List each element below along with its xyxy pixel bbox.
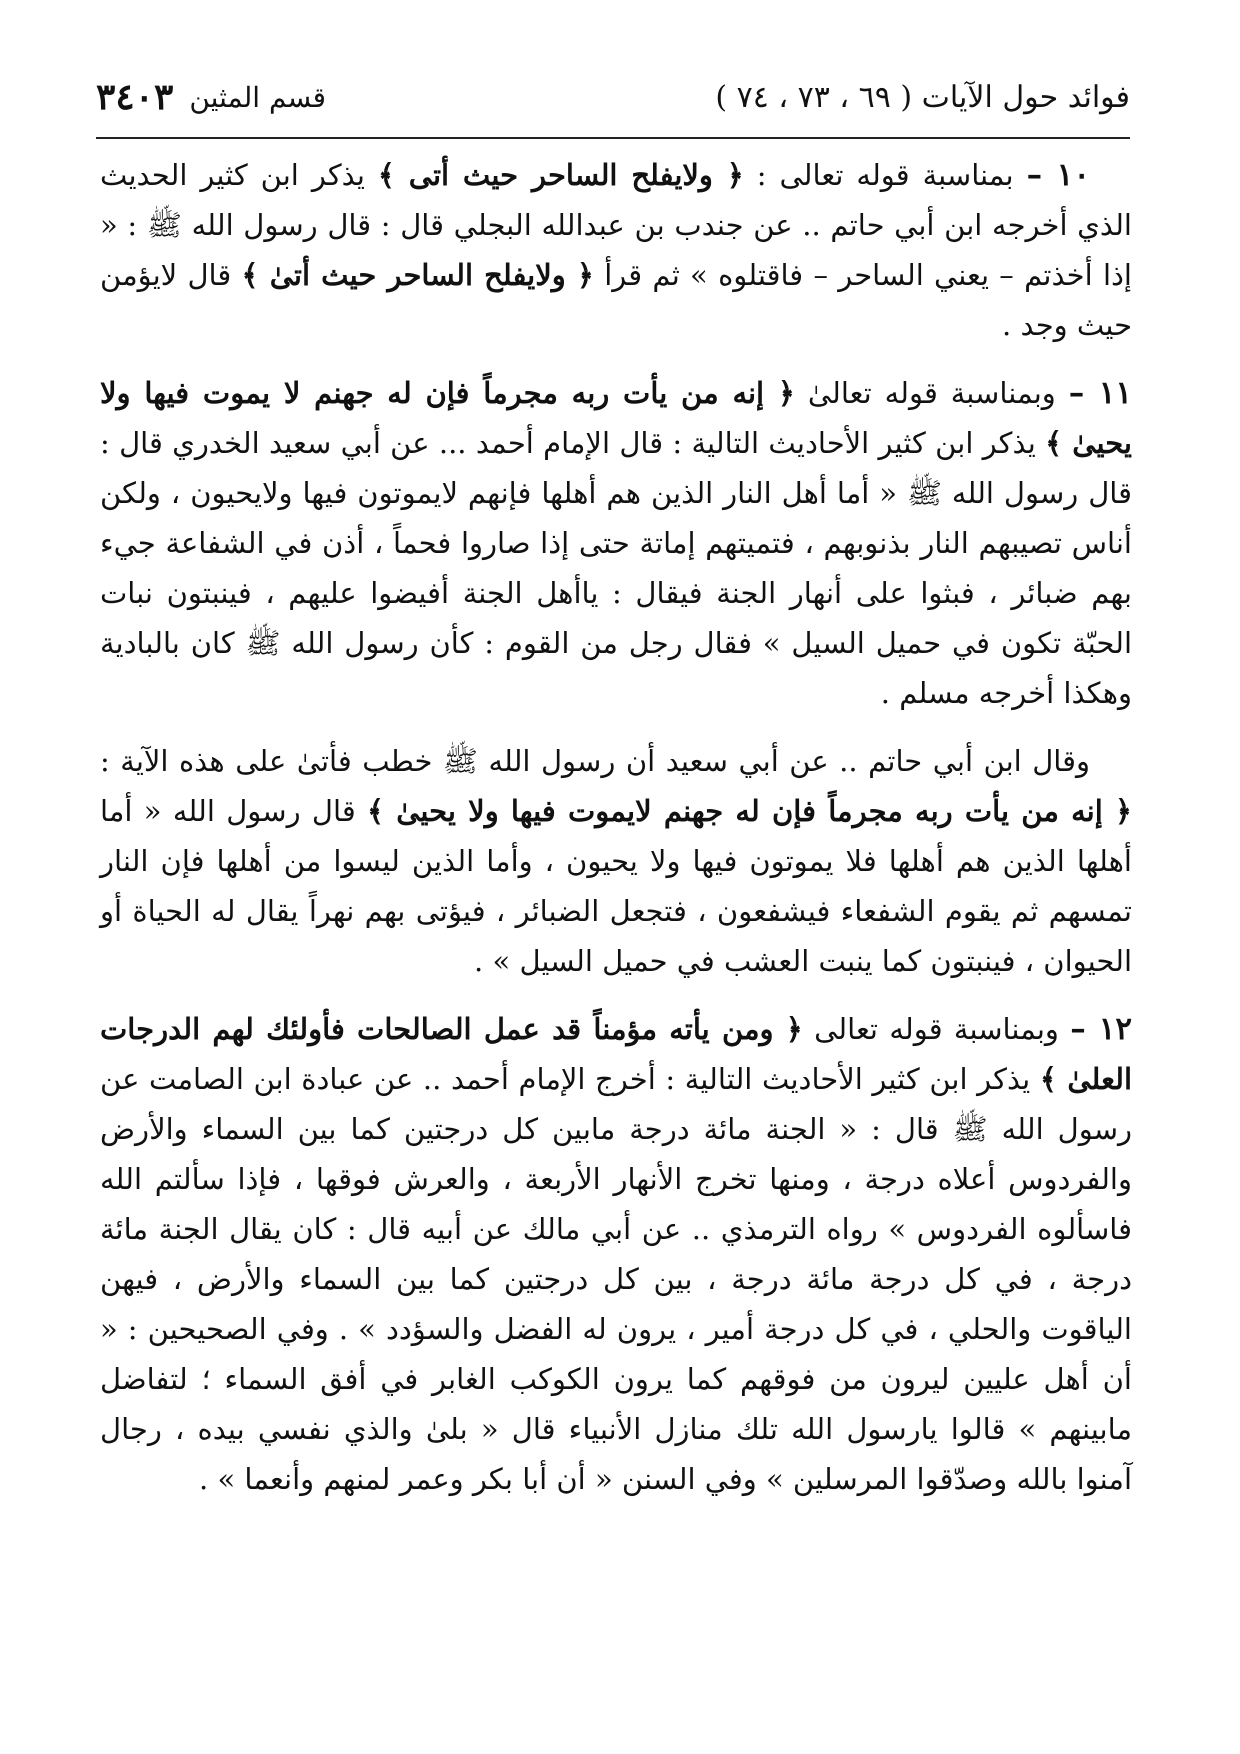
page-body — [100, 150, 1132, 1522]
quran-quote: ﴿ ومن يأته مؤمناً قد عمل الصالحات فأولئك لهم الدرجات العلىٰ ﴾ — [100, 1012, 1132, 1096]
text-run: وبمناسبة قوله تعالى — [802, 1012, 1071, 1046]
page-number: ٣٤٠٣ — [96, 76, 174, 118]
item-number: ١١ – — [1068, 375, 1132, 411]
paragraph-11 — [100, 368, 1132, 718]
quran-quote: ﴿ ولايفلح الساحر حيث أتىٰ ﴾ — [241, 258, 594, 292]
text-run: يذكر ابن كثير الأحاديث التالية : قال الإمام أحمد ... عن أبي سعيد الخدري قال : قال رسول الله ﷺ « أما أهل النار الذين هم أهلها فإنهم لايموتون فيها ولايحيون ، ولكن أناس تصيبهم النار بذنوبهم ، فتميتهم إماتة حتى إذا صاروا فحماً ، أذن في الشفاعة جيء بهم ضبائر ، فبثوا على أنهار الجنة فيقال : ياأهل الجنة أفيضوا عليهم ، فينبتون نبات الحبّة تكون في حميل السيل » فقال رجل من القوم : كأن رسول الله ﷺ كان بالبادية وهكذا أخرجه مسلم . — [100, 426, 1132, 710]
paragraph-10 — [100, 150, 1132, 350]
item-number: ١٢ – — [1070, 1011, 1132, 1047]
item-number: ١٠ – — [1026, 157, 1090, 193]
text-run: يذكر ابن كثير الحديث الذي أخرجه ابن أبي حاتم .. عن جندب بن عبدالله البجلي قال : قال رسول الله ﷺ : « إذا أخذتم – يعني الساحر – فاقتلوه » ثم قرأ — [100, 158, 1132, 292]
header-book-section: قسم المثين — [189, 80, 326, 114]
quran-quote: ﴿ إنه من يأت ربه مجرماً فإن له جهنم لايموت فيها ولا يحيىٰ ﴾ — [367, 794, 1132, 828]
paragraph-12 — [100, 1004, 1132, 1504]
text-run: يذكر ابن كثير الأحاديث التالية : أخرج الإمام أحمد .. عن عبادة ابن الصامت عن رسول الله ﷺ قال : « الجنة مائة درجة مابين كل درجتين كما بين السماء والأرض والفردوس أعلاه درجة ، ومنها تخرج الأنهار الأربعة ، والعرش فوقها ، فإذا سألتم الله فاسألوه الفردوس » رواه الترمذي .. عن أبي مالك عن أبيه قال : كان يقال الجنة مائة درجة ، في كل درجة مائة درجة ، بين كل درجتين كما بين السماء والأرض ، فيهن الياقوت والحلي ، في كل درجة أمير ، يرون له الفضل والسؤدد » . وفي الصحيحين : « أن أهل عليين ليرون من فوقهم كما يرون الكوكب الغابر في أفق السماء ؛ لتفاضل مابينهم » قالوا يارسول الله تلك منازل الأنبياء قال « بلىٰ والذي نفسي بيده ، رجال آمنوا بالله وصدّقوا المرسلين » وفي السنن « أن أبا بكر وعمر لمنهم وأنعما » . — [100, 1062, 1132, 1496]
paragraph-11-continued — [100, 736, 1132, 986]
text-run: وقال ابن أبي حاتم .. عن أبي سعيد أن رسول الله ﷺ خطب فأتىٰ على هذه الآية : — [100, 744, 1090, 778]
header-left-group — [96, 76, 326, 118]
running-header — [96, 72, 1130, 122]
text-run: وبمناسبة قوله تعالىٰ — [794, 376, 1069, 410]
header-divider — [96, 137, 1130, 139]
header-title: فوائد حول الآيات ( ٦٩ ، ٧٣ ، ٧٤ ) — [715, 79, 1130, 115]
text-run: قال لايؤمن حيث وجد . — [100, 258, 1132, 342]
quran-quote: ﴿ إنه من يأت ربه مجرماً فإن له جهنم لا يموت فيها ولا يحيىٰ ﴾ — [100, 376, 1132, 460]
text-run: بمناسبة قوله تعالى : — [743, 158, 1027, 192]
quran-quote: ﴿ ولايفلح الساحر حيث أتى ﴾ — [377, 158, 744, 192]
text-run: قال رسول الله « أما أهلها الذين هم أهلها فلا يموتون فيها ولا يحيون ، وأما الذين ليسوا من أهلها فإن النار تمسهم ثم يقوم الشفعاء فيشفعون ، فتجعل الضبائر ، فيؤتى بهم نهراً يقال له الحياة أو الحيوان ، فينبتون كما ينبت العشب في حميل السيل » . — [100, 794, 1132, 978]
